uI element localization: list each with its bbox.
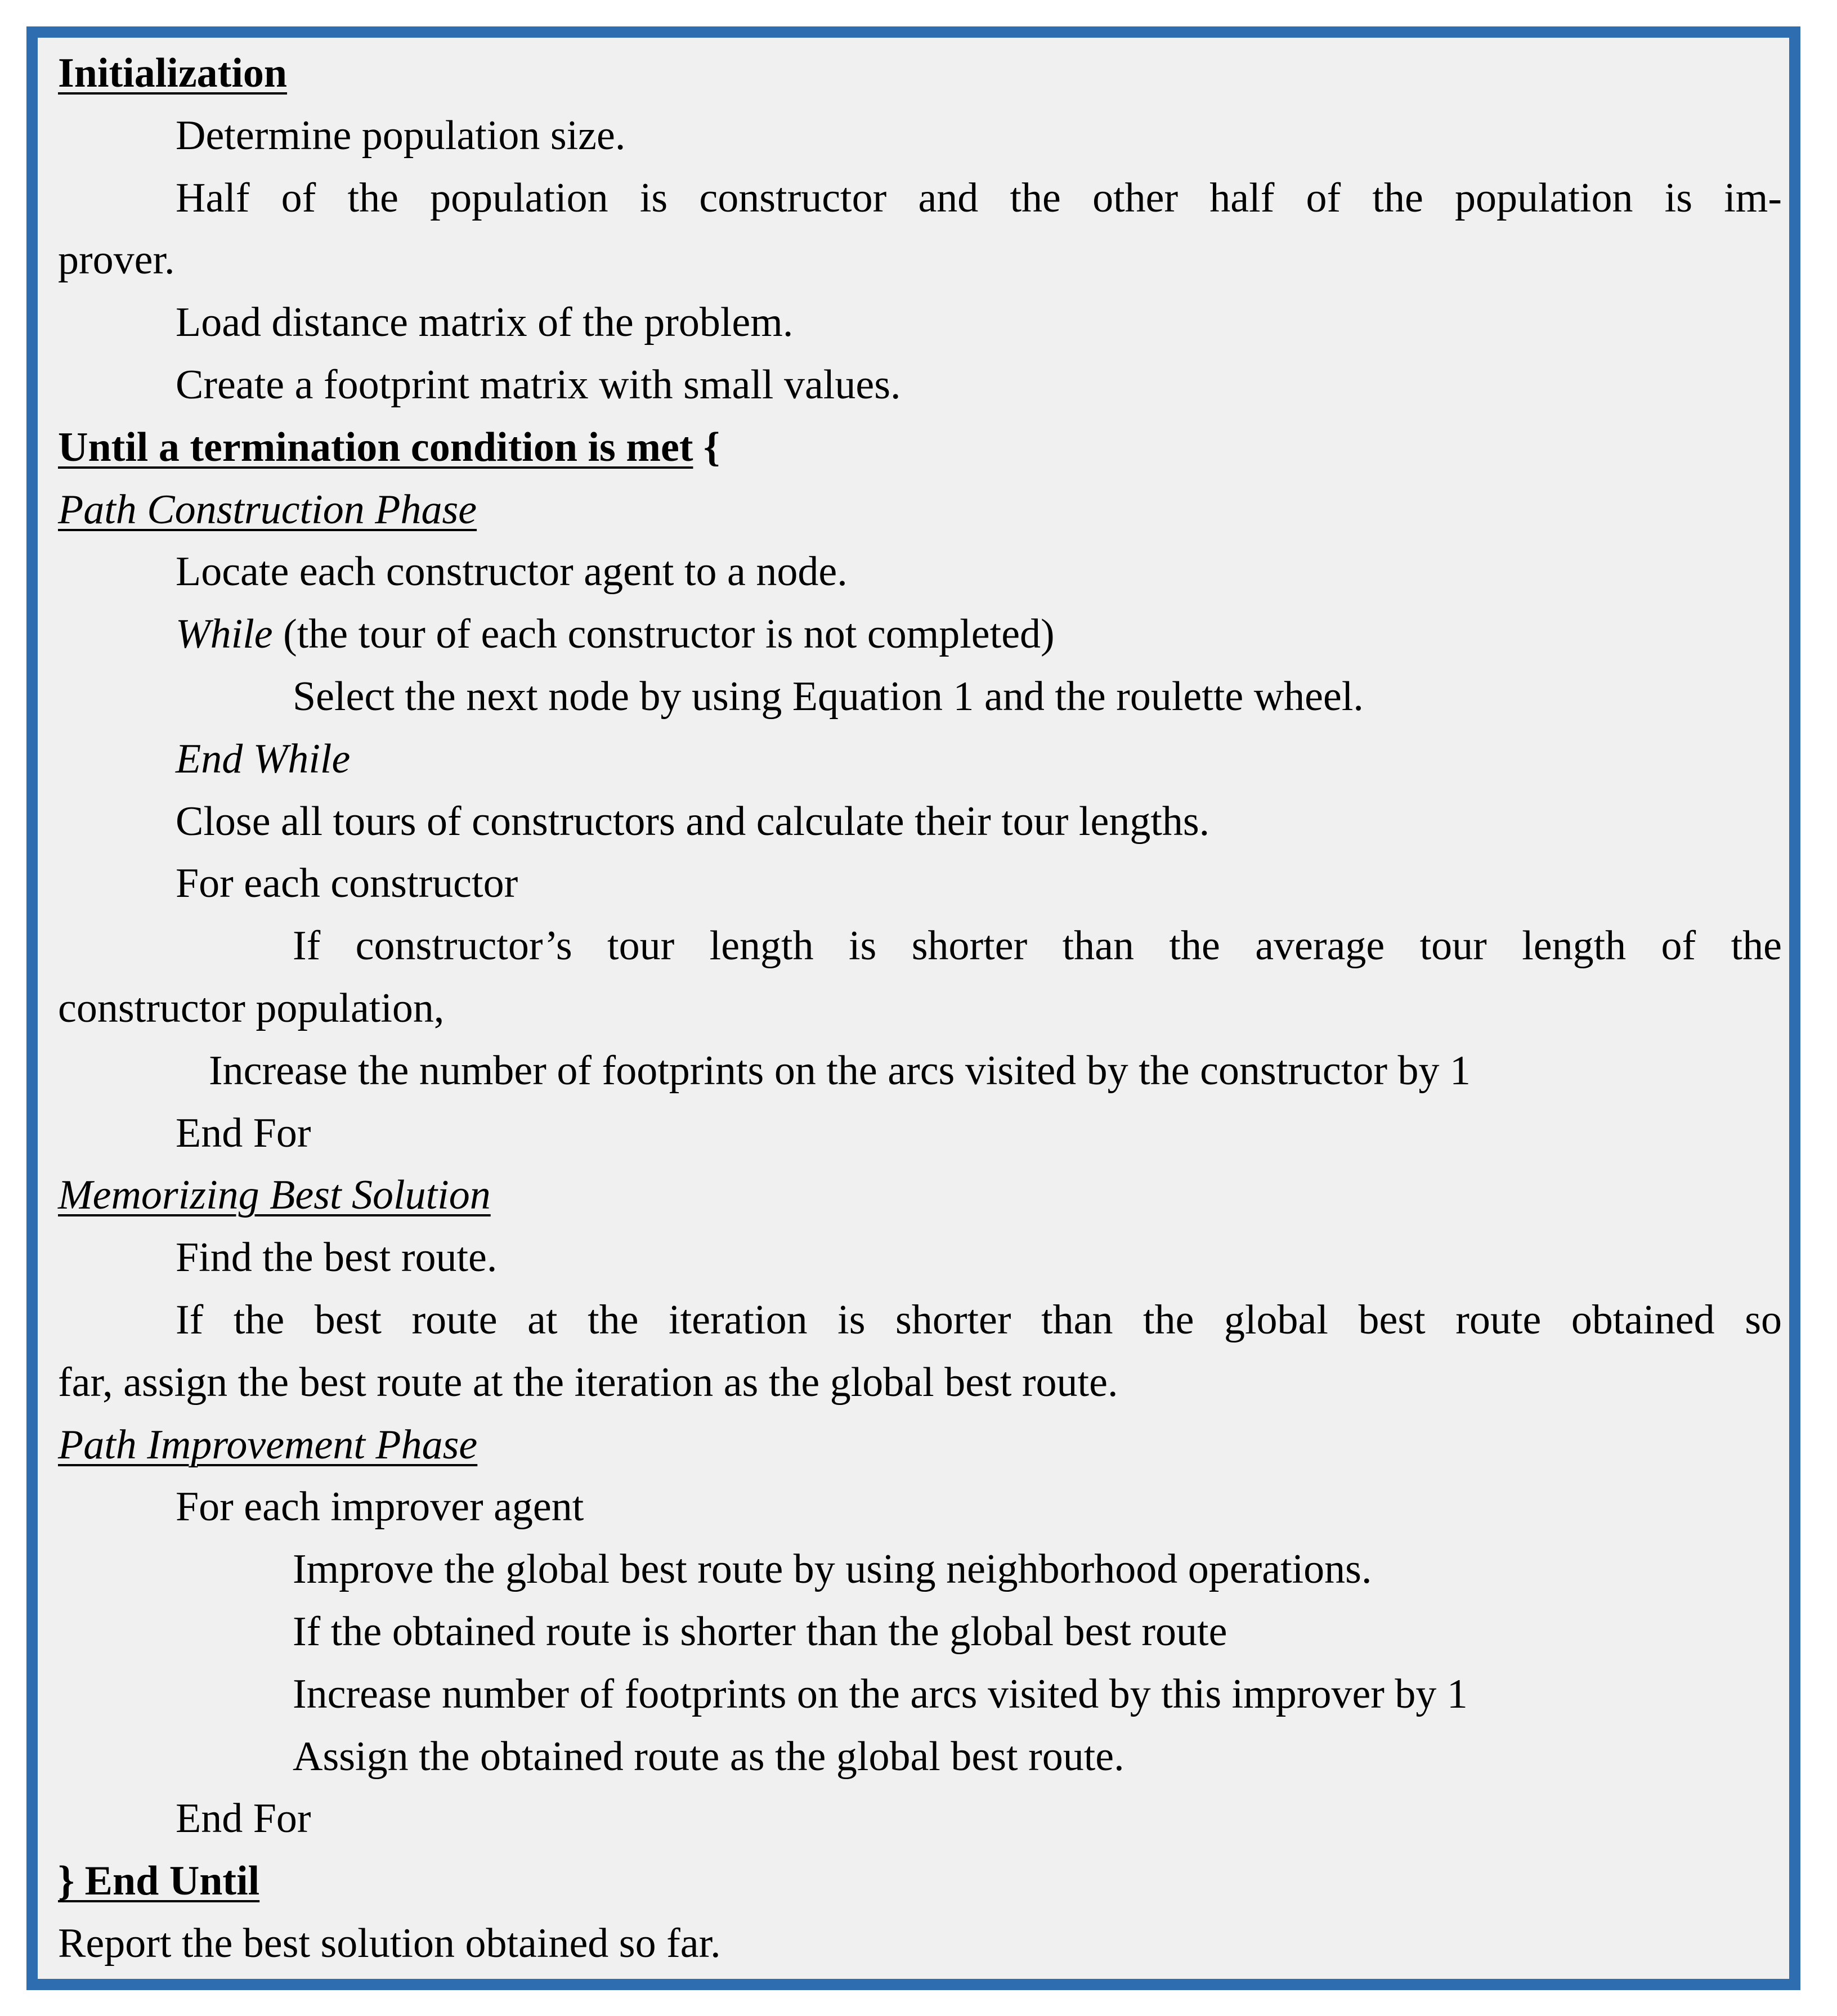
memorizing-line-1: Find the best route. xyxy=(176,1234,498,1281)
memorizing-line-2a xyxy=(58,1289,1791,1352)
init-line-2a-text: Half of the population is constructor and the other half of the population is im- xyxy=(176,174,1782,221)
end-for-2: End For xyxy=(176,1795,311,1842)
improve-line-2: If the obtained route is shorter than the global best route xyxy=(293,1608,1227,1655)
init-line-4: Create a footprint matrix with small values. xyxy=(176,361,901,408)
construction-line-2: Close all tours of constructors and calculate their tour lengths. xyxy=(176,798,1210,845)
improvement-heading-line xyxy=(58,1414,1791,1476)
init-line-3: Load distance matrix of the problem. xyxy=(176,299,794,346)
if-line-a-text: If constructor’s tour length is shorter than the average tour length of the xyxy=(293,923,1782,969)
if-line-b: constructor population, xyxy=(58,985,445,1031)
initialization-heading: Initialization xyxy=(58,50,288,96)
for-each-constructor: For each constructor xyxy=(176,860,518,907)
end-for-1: End For xyxy=(176,1110,311,1156)
end-until-line xyxy=(58,1850,1791,1912)
until-heading: Until a termination condition is met xyxy=(58,424,693,470)
improve-line-4: Assign the obtained route as the global best route. xyxy=(293,1733,1124,1780)
memorizing-heading: Memorizing Best Solution xyxy=(58,1172,491,1219)
if-line-a xyxy=(58,915,1791,977)
until-brace: { xyxy=(693,424,720,470)
initialization-heading-line xyxy=(58,42,1791,105)
construction-line-1: Locate each constructor agent to a node. xyxy=(176,549,848,595)
init-line-2b: prover. xyxy=(58,237,175,284)
increase-line: Increase the number of footprints on the arcs visited by the constructor by 1 xyxy=(209,1047,1471,1094)
while-condition: (the tour of each constructor is not completed) xyxy=(272,611,1055,658)
improve-line-1: Improve the global best route by using neighborhood operations. xyxy=(293,1546,1372,1593)
construction-heading-line xyxy=(58,479,1791,541)
end-while: End While xyxy=(176,735,351,782)
until-heading-line xyxy=(58,416,1791,479)
while-body: Select the next node by using Equation 1 and the roulette wheel. xyxy=(293,673,1364,720)
end-until: } End Until xyxy=(58,1858,260,1905)
memorizing-line-2a-text: If the best route at the iteration is shorter than the global best route obtained so xyxy=(176,1296,1782,1343)
algorithm-content xyxy=(58,42,1791,1975)
memorizing-line-2b: far, assign the best route at the iteration as the global best route. xyxy=(58,1359,1118,1406)
improve-line-3: Increase number of footprints on the arcs visited by this improver by 1 xyxy=(293,1671,1468,1717)
init-line-2a xyxy=(58,167,1791,230)
init-line-1: Determine population size. xyxy=(176,112,626,159)
end-while-line xyxy=(58,728,1791,791)
while-line xyxy=(58,603,1791,666)
while-keyword: While xyxy=(176,611,273,658)
memorizing-heading-line xyxy=(58,1164,1791,1227)
construction-heading: Path Construction Phase xyxy=(58,486,477,533)
improvement-heading: Path Improvement Phase xyxy=(58,1421,478,1468)
for-each-improver: For each improver agent xyxy=(176,1484,584,1530)
report-line: Report the best solution obtained so far. xyxy=(58,1920,721,1966)
